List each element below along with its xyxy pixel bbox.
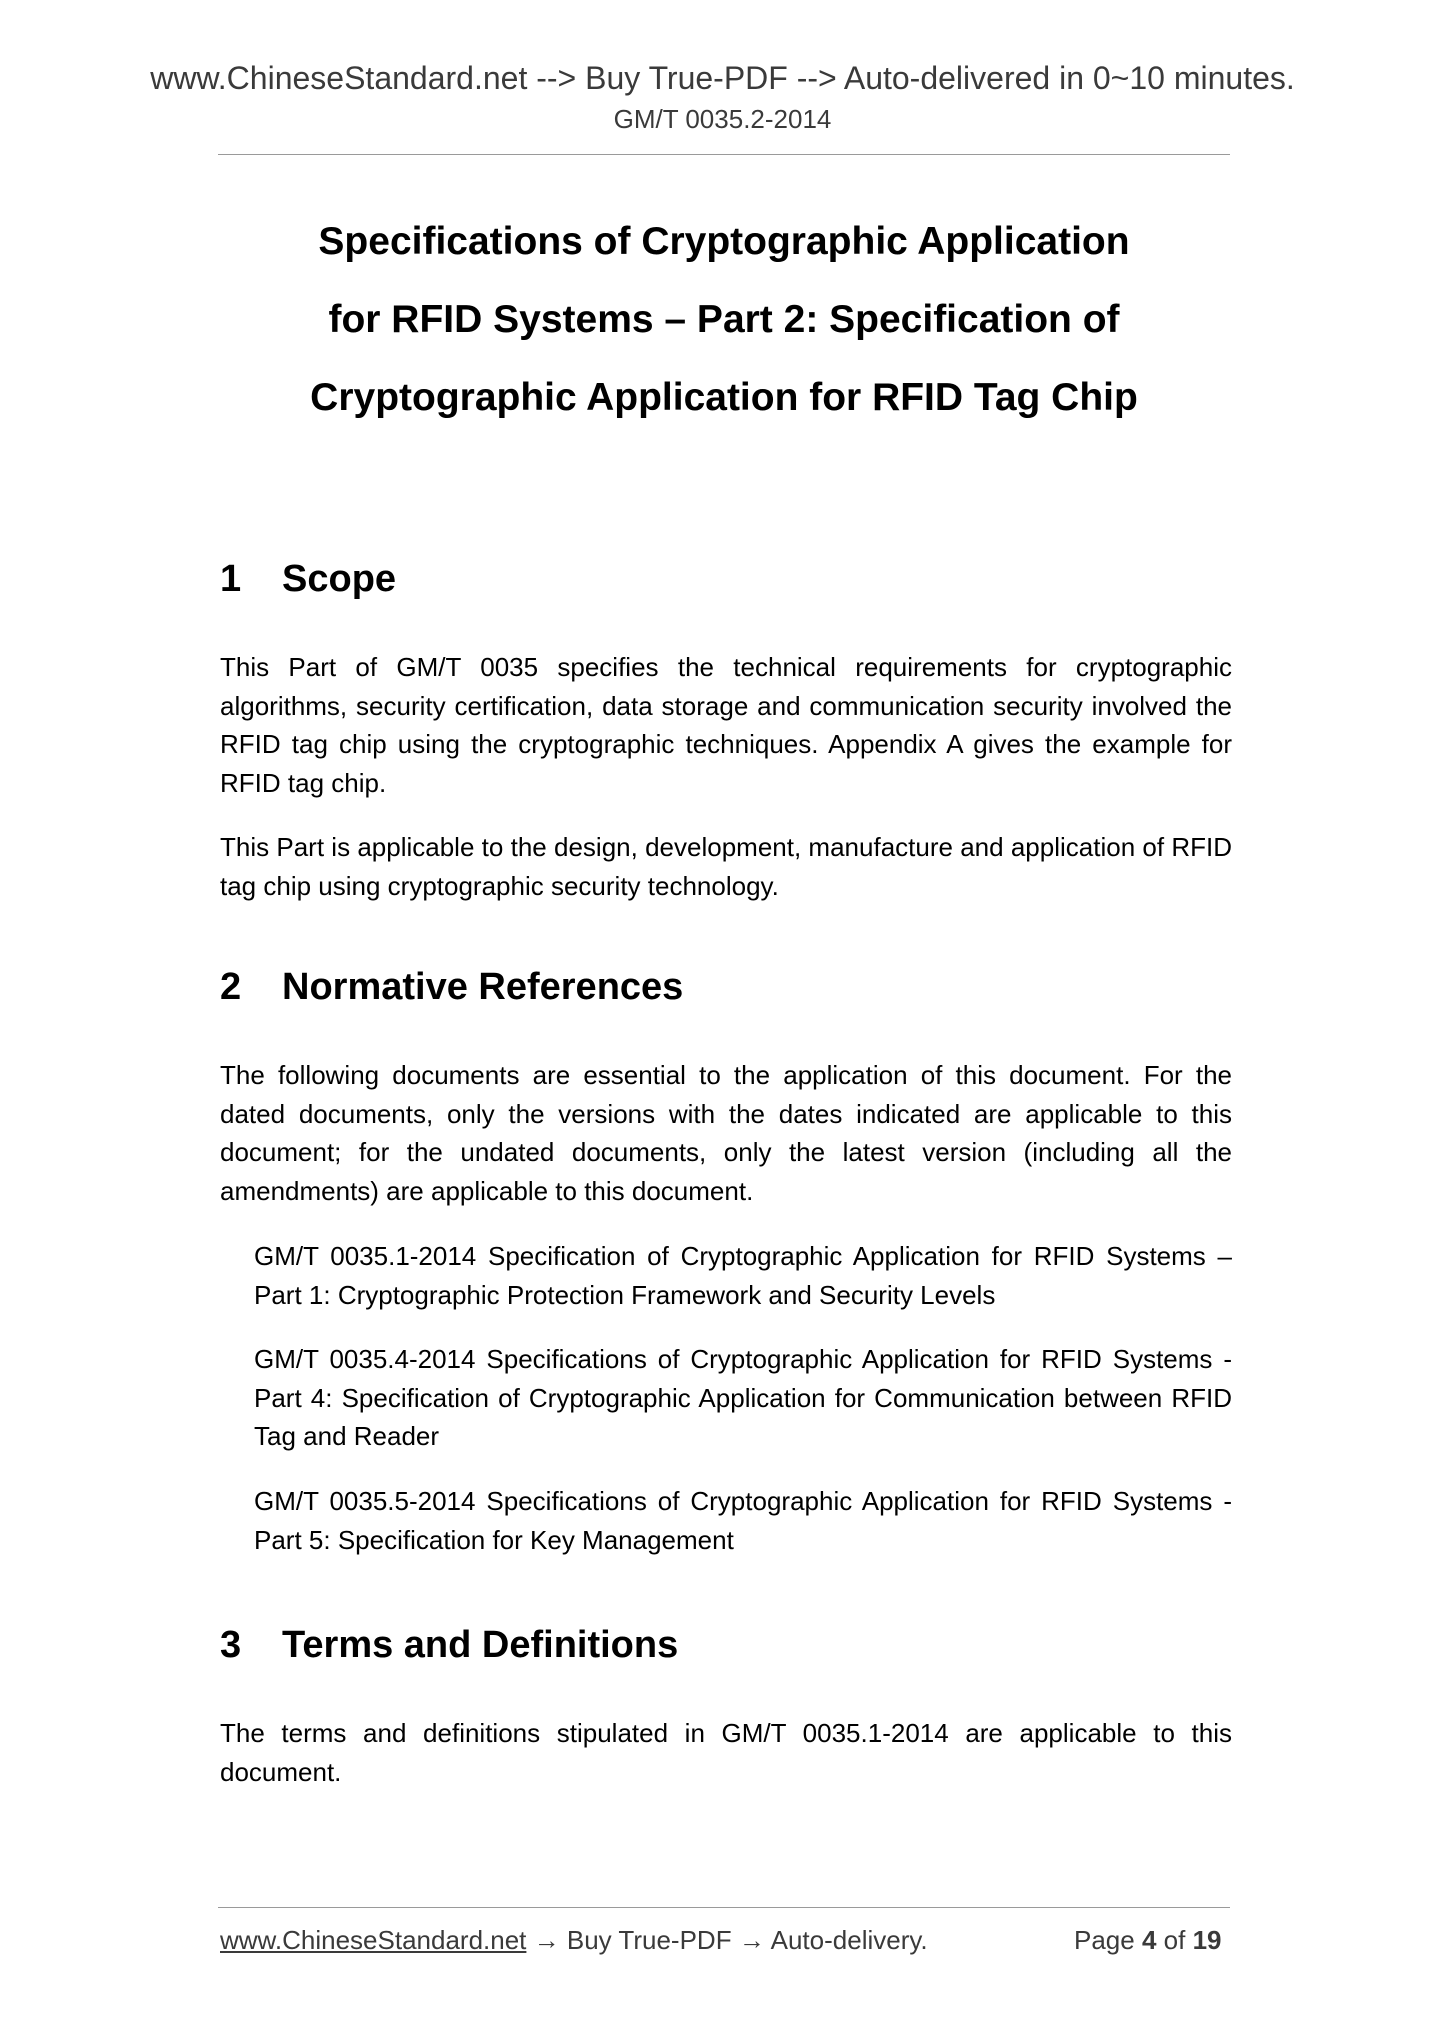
title-line-3: Cryptographic Application for RFID Tag Chip: [310, 376, 1138, 419]
references-intro-paragraph: The following documents are essential to the application of this document. For the dated documents, only the versions with the dates indicated are applicable to this document; for the undated documents, only the latest version (including all the amendments) are applicable to this document.: [220, 1060, 1232, 1206]
footer-links: [220, 1922, 928, 1958]
section-heading-scope: [220, 554, 396, 604]
section-heading-normative-references: [220, 962, 683, 1012]
document-id: GM/T 0035.2-2014: [613, 104, 832, 134]
scope-paragraph-1: This Part of GM/T 0035 specifies the technical requirements for cryptographic algorithms, security certification, data storage and communication security involved the RFID tag chip using the cryptographic techniques. Appendix A gives the example for RFID tag chip.: [220, 652, 1232, 798]
reference-item: GM/T 0035.5-2014 Specifications of Cryptographic Application for RFID Systems - Part 5: Specification for Key Management: [254, 1486, 1232, 1555]
section-number: 2: [220, 966, 242, 1008]
page-of-label: of: [1163, 1925, 1186, 1955]
section-title: Normative References: [282, 966, 684, 1008]
website-link[interactable]: www.ChineseStandard.net: [220, 1925, 527, 1955]
page-current: 4: [1141, 1925, 1157, 1955]
terms-paragraph: The terms and definitions stipulated in GM/T 0035.1-2014 are applicable to this document.: [220, 1718, 1232, 1787]
title-line-1: Specifications of Cryptographic Application: [318, 220, 1130, 263]
reference-item: GM/T 0035.4-2014 Specifications of Cryptographic Application for RFID Systems - Part 4: Specification of Cryptographic Application for Communication between RFID Tag and Reader: [254, 1344, 1232, 1451]
section-number: 1: [220, 558, 242, 600]
header-divider: [218, 154, 1230, 155]
section-number: 3: [220, 1624, 242, 1666]
page-total: 19: [1192, 1925, 1222, 1955]
header-banner: www.ChineseStandard.net --> Buy True-PDF --> Auto-delivered in 0~10 minutes.: [150, 60, 1295, 96]
arrow-right-icon: →: [738, 1925, 765, 1955]
arrow-right-icon: →: [533, 1925, 560, 1955]
auto-delivery-text: Auto-delivery.: [770, 1925, 928, 1955]
reference-item: GM/T 0035.1-2014 Specification of Cryptographic Application for RFID Systems – Part 1: Cryptographic Protection Framework and Security Levels: [254, 1241, 1232, 1310]
title-line-2: for RFID Systems – Part 2: Specification of: [328, 298, 1120, 341]
section-heading-terms-and-definitions: [220, 1620, 678, 1670]
page-label: Page: [1074, 1925, 1135, 1955]
footer-divider: [218, 1907, 1230, 1908]
scope-paragraph-2: This Part is applicable to the design, development, manufacture and application of RFID tag chip using cryptographic security technology.: [220, 832, 1232, 901]
buy-true-pdf-text: Buy True-PDF: [566, 1925, 732, 1955]
document-title: [218, 203, 1230, 437]
section-title: Terms and Definitions: [282, 1624, 679, 1666]
page-number: [1074, 1922, 1222, 1958]
section-title: Scope: [282, 558, 397, 600]
